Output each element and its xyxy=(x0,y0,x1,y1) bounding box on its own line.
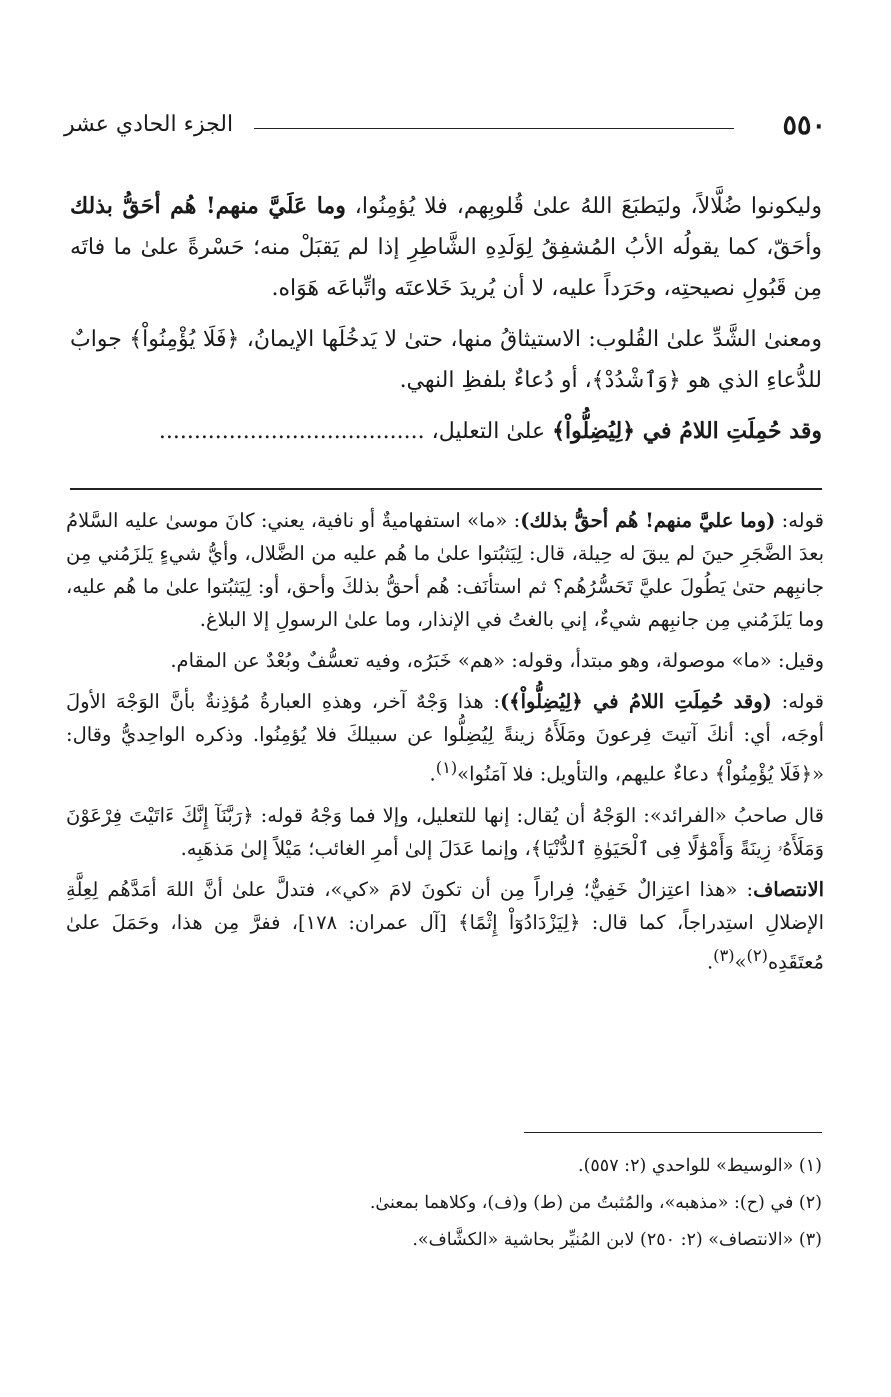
footnote-divider xyxy=(524,1132,822,1133)
running-title: الجزء الحادي عشر xyxy=(64,112,234,137)
footnote-2: (٢) في (ح): «مذهبه»، والمُثبتُ من (ط) و(ف)، وكلاهما بمعنىٰ. xyxy=(369,1193,822,1213)
footnote-3: (٣) «الانتصاف» (٢: ٢٥٠) لابن المُنيِّر بحاشية «الكشَّاف». xyxy=(412,1230,822,1250)
footnote-ref-2: (٢) xyxy=(746,945,768,965)
header-rule xyxy=(254,128,734,129)
footnotes xyxy=(90,1150,822,1261)
main-text-divider xyxy=(70,488,822,490)
commentary-paragraph-1 xyxy=(66,504,824,636)
main-p1-a: وليكونوا ضُلَّالاً، وليَطبَعَ اللهُ علىٰ قُلوبِهم، فلا يُؤمِنُوا، xyxy=(345,194,822,219)
main-paragraph-2: ومعنىٰ الشَّدِّ علىٰ القُلوب: الاستيثاقُ منها، حتىٰ لا يَدخُلَها الإيمانُ، ﴿فَلَا يُؤْمِنُواْ﴾ جوابٌ للدُّعاءِ الذي هو ﴿وَٱشْدُدْ﴾، أو دُعاءٌ بلفظِ النهي. xyxy=(70,327,822,393)
comm-p5-lemma: الانتصاف xyxy=(753,877,824,901)
comm-p3-c: : هذا وَجْهٌ آخر، وهذهِ العبارةُ مُؤذِنةٌ بأنَّ الوَجْهَ الأولَ أوجَه، أي: أنكَ آتيتَ فِرعونَ ومَلَأَهُ زينةً لِيُضِلُّوا عن سبيلكَ فلا يُؤمِنُوا. وذكره الواحِديُّ وقال: «﴿فَلَا يُؤْمِنُواْ﴾ دعاءٌ عليهم، والتأويل: فلا آمَنُوا» xyxy=(66,690,824,786)
comm-p1-a: قوله: xyxy=(775,509,825,532)
main-text xyxy=(70,186,822,462)
footnote-1: (١) «الوسيط» للواحدي (٢: ٥٥٧). xyxy=(578,1156,822,1176)
comm-p3-lemma: (وقد حُمِلَتِ اللامُ في ﴿لِيُضِلُّواْ﴾) xyxy=(499,690,772,713)
footnote-ref-3: (٣) xyxy=(713,945,735,965)
main-p3-bold: وقد حُمِلَتِ اللامُ في ﴿لِيُضِلُّواْ﴾ xyxy=(552,418,822,444)
commentary-paragraph-4: قال صاحبُ «الفرائد»: الوَجْهُ أن يُقال: إنها للتعليل، وإلا فما وَجْهُ قوله: ﴿رَبَّنَآ إِنَّكَ ءَاتَيْتَ فِرْعَوْنَ وَمَلَأَهُۥ زِينَةً وَأَمْوَٰلًا فِى ٱلْحَيَوٰةِ ٱلدُّنْيَا﴾، وإنما عَدَلَ إلىٰ أمرِ الغائب؛ مَيْلاً إلىٰ مَذهَبِه. xyxy=(66,803,824,860)
page-header xyxy=(64,110,826,154)
commentary xyxy=(66,504,824,986)
comm-p1-lemma: (وما عليَّ منهم! هُم أحقُّ بذلك) xyxy=(520,509,776,532)
commentary-paragraph-5 xyxy=(66,873,824,979)
comm-p1-c: : «ما» استفهاميةٌ أو نافية، يعني: كانَ موسىٰ عليه السَّلامُ بعدَ الضَّجَرِ حينَ لم يبقَ له حِيلة، قال: لِيَثبُتوا علىٰ ما هُم عليه من الضَّلال، وأيُّ شيءٍ يَلزَمُني مِن جانبِهم حتىٰ يَطُولَ عليَّ تَحَسُّرُهُم؟ ثم استأنَف: هُم أحقُّ بذلكَ وأحق، أو: لِيَثبُتوا علىٰ ما هُم عليه، وما يَلزَمُني مِن جانبِهم شيءٌ، إني بالغتُ في الإنذار، وما علىٰ الرسولِ إلا البلاغ. xyxy=(66,509,824,631)
commentary-paragraph-3 xyxy=(66,685,824,791)
footnote-ref-1: (١) xyxy=(435,758,458,777)
comm-p5-end: . xyxy=(706,950,714,973)
main-paragraph-3 xyxy=(70,411,822,452)
commentary-paragraph-2: وقيل: «ما» موصولة، وهو مبتدأ، وقوله: «هم» خَبَرُه، وفيه تعسُّفٌ وبُعْدٌ عن المقام. xyxy=(170,649,824,672)
comm-p5-b: : «هذا اعتِزالٌ خَفِيٌّ؛ فِراراً مِن أن تكونَ لامَ «كي»، فتدلَّ علىٰ أنَّ اللهَ أمَدَّهُم لِعِلَّةِ الإضلالِ استِدراجاً، كما قال: ﴿لِيَزْدَادُوٓاْ إِثْمًا﴾ [آل عمران: ١٧٨]، ففرَّ مِن هذا، وحَمَلَ علىٰ مُعتَقَدِه xyxy=(66,877,824,973)
comm-p5-mid: » xyxy=(734,950,747,973)
page-number: ٥٥٠ xyxy=(782,110,826,141)
main-p3-b: علىٰ التعليل، ...................................... xyxy=(158,419,553,444)
main-p1-bold: وما عَلَيَّ منهم! هُم أحَقُّ بذلك xyxy=(70,193,346,219)
main-p1-c: وأحَقّ، كما يقولُه الأبُ المُشفِقُ لِوَلَدِهِ الشَّاطِرِ إذا لم يَقبَلْ منه؛ حَسْرةً علىٰ ما فاتَه مِن قَبُولِ نصيحتِه، وحَرَداً عليه، لا أن يُريدَ خَلاعتَه واتِّباعَه هَوَاه. xyxy=(70,235,822,301)
main-paragraph-1 xyxy=(70,186,822,309)
comm-p3-a: قوله: xyxy=(771,690,824,713)
comm-p3-end: . xyxy=(429,762,436,786)
